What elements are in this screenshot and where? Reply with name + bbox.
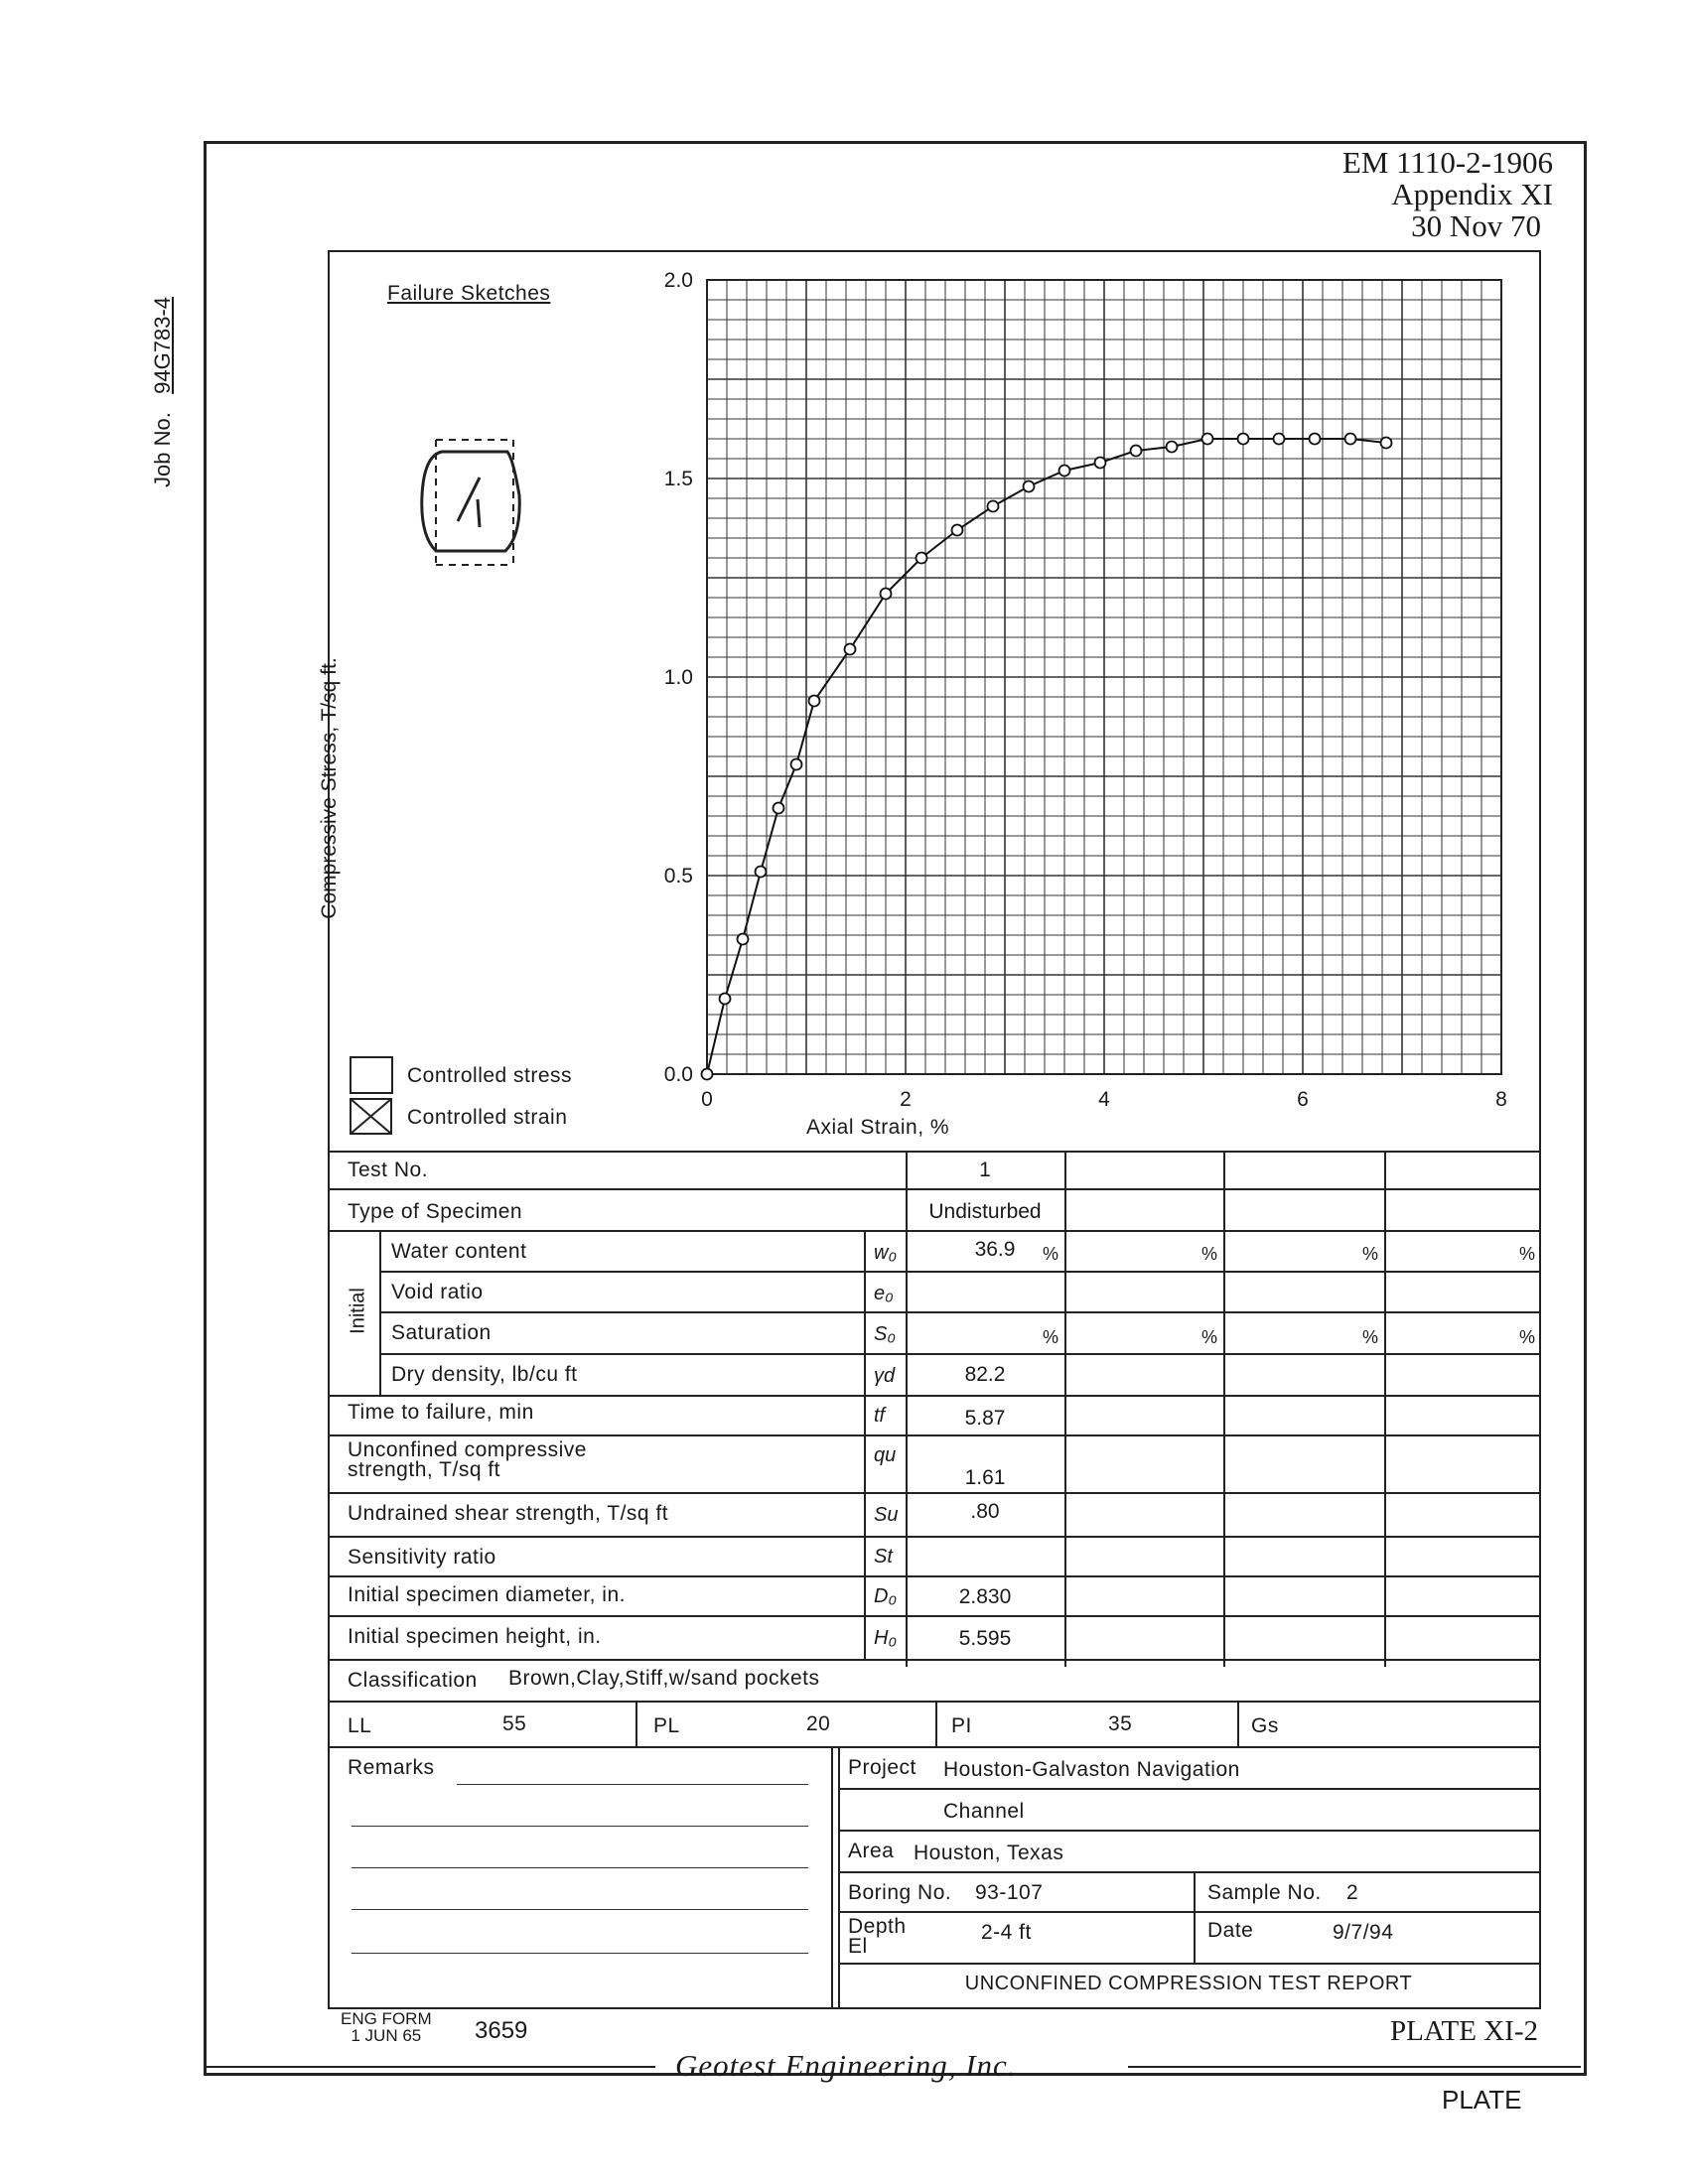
data-point xyxy=(774,803,784,814)
sample-value: 2 xyxy=(1346,1881,1359,1904)
ll-label: LL xyxy=(348,1714,372,1737)
data-point xyxy=(1131,446,1142,457)
shear-strength-label: Undrained shear strength, T/sq ft xyxy=(348,1502,669,1525)
classification-value: Brown,Clay,Stiff,w/sand pockets xyxy=(508,1667,820,1690)
data-point xyxy=(1310,434,1321,445)
data-point xyxy=(916,553,927,564)
y-tick-label: 1.0 xyxy=(663,666,693,689)
area-label: Area xyxy=(848,1840,895,1862)
ucs-label-1: Unconfined compressive xyxy=(348,1438,587,1461)
boring-value: 93-107 xyxy=(975,1881,1044,1904)
shear-strength-symbol: Su xyxy=(874,1504,899,1526)
remarks-line-2 xyxy=(352,1826,808,1827)
data-point xyxy=(1345,434,1356,445)
company-name: Geotest Engineering, Inc. xyxy=(675,2048,1017,2083)
height-label: Initial specimen height, in. xyxy=(348,1625,602,1648)
depth-value: 2-4 ft xyxy=(981,1921,1032,1944)
sat-pct-1: % xyxy=(1043,1327,1059,1347)
data-point xyxy=(988,501,999,512)
classification-label: Classification xyxy=(348,1669,478,1692)
diameter-symbol: D₀ xyxy=(874,1585,897,1607)
water-pct-3: % xyxy=(1362,1244,1379,1264)
controlled-stress-label: Controlled stress xyxy=(407,1064,573,1087)
sat-pct-4: % xyxy=(1519,1327,1536,1347)
x-axis-label: Axial Strain, % xyxy=(806,1116,950,1139)
dry-density-label: Dry density, lb/cu ft xyxy=(391,1363,578,1386)
y-tick-label: 1.5 xyxy=(663,468,693,490)
eng-form-date: 1 JUN 65 xyxy=(351,2026,422,2045)
remarks-label: Remarks xyxy=(348,1756,435,1779)
void-ratio-symbol: e₀ xyxy=(874,1283,894,1304)
saturation-label: Saturation xyxy=(391,1321,492,1344)
water-pct-1: % xyxy=(1043,1244,1059,1264)
job-label: Job No. xyxy=(150,412,175,488)
x-tick-label: 6 xyxy=(1297,1088,1309,1111)
data-point xyxy=(720,994,731,1005)
document-header xyxy=(1342,147,1553,242)
data-point xyxy=(1238,434,1249,445)
job-number-text xyxy=(150,228,180,556)
data-point xyxy=(1095,458,1106,469)
water-pct-2: % xyxy=(1201,1244,1218,1264)
water-content-symbol: w₀ xyxy=(874,1242,897,1264)
sat-pct-2: % xyxy=(1201,1327,1218,1347)
data-point xyxy=(1167,442,1178,453)
data-point xyxy=(952,525,963,536)
classification-block xyxy=(330,1659,1539,1753)
stress-strain-chart xyxy=(330,252,1539,1146)
y-tick-label: 2.0 xyxy=(663,269,693,292)
data-point xyxy=(791,759,802,770)
void-ratio-label: Void ratio xyxy=(391,1281,484,1303)
ucs-value: 1.61 xyxy=(964,1466,1006,1489)
project-label: Project xyxy=(848,1756,916,1779)
remarks-line-3 xyxy=(352,1867,808,1868)
eng-form-label xyxy=(341,2010,432,2044)
x-tick-label: 2 xyxy=(900,1088,912,1111)
form-number: 3659 xyxy=(475,2017,528,2044)
water-pct-4: % xyxy=(1519,1244,1536,1264)
plate-label: PLATE XI-2 xyxy=(1389,2015,1538,2047)
boring-label: Boring No. xyxy=(848,1881,952,1904)
job-value: 94G783-4 xyxy=(150,296,175,394)
water-content-value: 36.9 xyxy=(974,1238,1016,1261)
em-number: EM 1110-2-1906 xyxy=(1341,145,1553,180)
diameter-value: 2.830 xyxy=(958,1585,1012,1608)
water-content-label: Water content xyxy=(391,1240,527,1263)
ucs-label-2: strength, T/sq ft xyxy=(348,1458,501,1481)
specimen-label: Type of Specimen xyxy=(348,1200,523,1223)
gs-label: Gs xyxy=(1251,1714,1279,1737)
data-point xyxy=(845,644,856,655)
height-symbol: H₀ xyxy=(874,1627,897,1649)
y-tick-label: 0.5 xyxy=(663,865,693,887)
project-line-1: Houston-Galvaston Navigation xyxy=(943,1758,1240,1781)
pi-value: 35 xyxy=(1108,1712,1133,1735)
company-line-left xyxy=(204,2066,655,2068)
job-number-block xyxy=(135,228,195,556)
data-point xyxy=(809,696,820,707)
company-line-right xyxy=(1128,2066,1581,2068)
y-axis-label-wrap xyxy=(318,371,548,919)
failure-sketches-title: Failure Sketches xyxy=(387,282,551,305)
data-point xyxy=(756,867,767,878)
test-no-label: Test No. xyxy=(348,1159,429,1181)
time-failure-label: Time to failure, min xyxy=(348,1401,534,1424)
x-tick-label: 8 xyxy=(1495,1088,1507,1111)
remarks-line-4 xyxy=(352,1909,808,1910)
diameter-label: Initial specimen diameter, in. xyxy=(348,1583,626,1606)
project-line-2: Channel xyxy=(943,1800,1025,1823)
plate-stamp: PLATE xyxy=(1442,2085,1522,2115)
pl-label: PL xyxy=(653,1714,680,1737)
data-point xyxy=(738,934,749,945)
sample-label: Sample No. xyxy=(1207,1881,1322,1904)
data-point xyxy=(1024,481,1035,492)
header-date: 30 Nov 70 xyxy=(1411,208,1541,243)
date-value: 9/7/94 xyxy=(1333,1921,1394,1944)
specimen-value: Undisturbed xyxy=(928,1200,1042,1223)
initial-label: Initial xyxy=(347,1288,369,1334)
data-point xyxy=(1274,434,1285,445)
ucs-symbol: qu xyxy=(874,1444,897,1466)
y-tick-label: 0.0 xyxy=(663,1063,693,1086)
report-title: UNCONFINED COMPRESSION TEST REPORT xyxy=(964,1973,1413,1994)
sat-pct-3: % xyxy=(1362,1327,1379,1347)
shear-strength-value: .80 xyxy=(970,1500,1000,1523)
date-label: Date xyxy=(1207,1919,1254,1942)
el-label: El xyxy=(848,1935,868,1958)
sensitivity-label: Sensitivity ratio xyxy=(348,1546,496,1569)
test-no-value: 1 xyxy=(979,1159,991,1181)
height-value: 5.595 xyxy=(958,1627,1012,1650)
data-point xyxy=(1059,466,1070,477)
data-point xyxy=(1381,438,1392,449)
data-table xyxy=(330,1151,1539,1667)
remarks-project-block xyxy=(330,1746,1539,2007)
data-point xyxy=(702,1069,713,1080)
time-failure-symbol: tf xyxy=(874,1405,886,1427)
data-point xyxy=(1202,434,1213,445)
area-value: Houston, Texas xyxy=(914,1842,1064,1864)
appendix-label: Appendix XI xyxy=(1391,177,1553,211)
dry-density-value: 82.2 xyxy=(964,1363,1006,1386)
pl-value: 20 xyxy=(806,1712,831,1735)
controlled-strain-label: Controlled strain xyxy=(407,1106,568,1129)
dry-density-symbol: γd xyxy=(874,1365,896,1387)
eng-form-text: ENG FORM xyxy=(341,2009,432,2028)
depth-label: Depth xyxy=(848,1915,907,1938)
x-tick-label: 4 xyxy=(1098,1088,1110,1111)
ll-value: 55 xyxy=(502,1712,527,1735)
x-tick-label: 0 xyxy=(701,1088,713,1111)
data-point xyxy=(881,589,892,600)
saturation-symbol: S₀ xyxy=(874,1323,896,1345)
remarks-line-5 xyxy=(352,1953,808,1954)
y-axis-label: Compressive Stress, T/sq ft. xyxy=(318,657,341,919)
form-box xyxy=(318,250,1541,2009)
remarks-line-1 xyxy=(457,1784,808,1785)
sensitivity-symbol: St xyxy=(874,1546,893,1568)
pi-label: PI xyxy=(951,1714,972,1737)
time-failure-value: 5.87 xyxy=(964,1407,1006,1430)
